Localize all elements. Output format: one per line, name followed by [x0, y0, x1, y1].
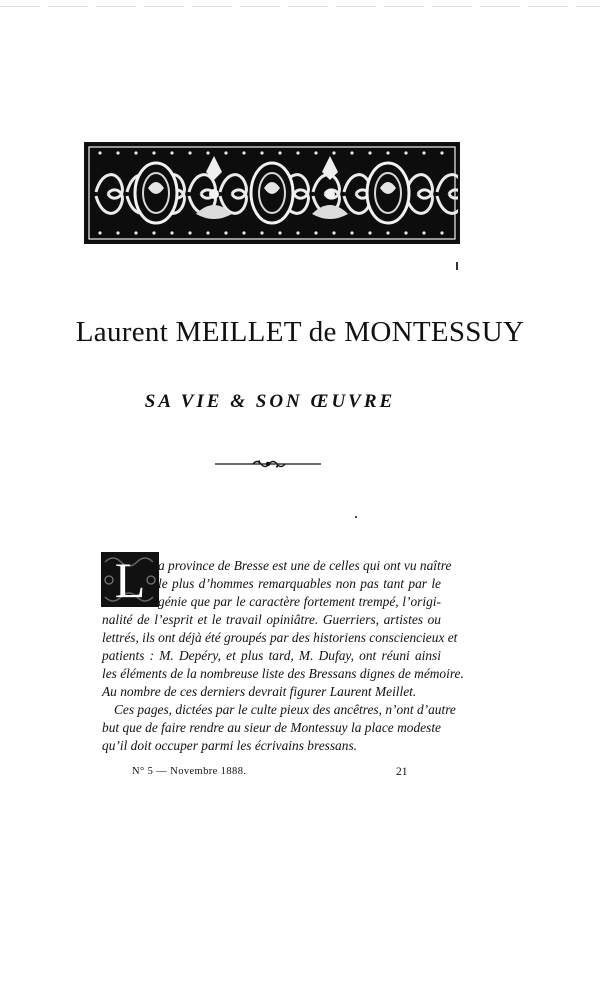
article-subtitle: SA VIE & SON ŒUVRE: [144, 391, 396, 412]
issue-label: N° 5 — Novembre 1888.: [132, 766, 247, 777]
body-line: patients : M. Depéry, et plus tard, M. Dufay, ont réuni ainsi: [102, 648, 441, 663]
drop-cap-letter: L: [114, 551, 146, 608]
ornamental-banner: [84, 142, 460, 244]
body-line: Au nombre de ces derniers devrait figurer Laurent Meillet.: [102, 684, 417, 699]
body-line: nalité de l’esprit et le travail opiniâtre. Guerriers, artistes ou: [102, 612, 441, 627]
body-line: Ces pages, dictées par le culte pieux des ancêtres, n’ont d’autre: [114, 702, 456, 717]
drop-cap: [101, 552, 159, 607]
page-top-edge: [0, 6, 600, 7]
article-title: Laurent MEILLET de MONTESSUY: [75, 316, 525, 348]
ornamental-rule-icon: [215, 458, 321, 470]
stray-mark: [456, 262, 458, 270]
body-line: a province de Bresse est une de celles qui ont vu naître: [158, 558, 452, 573]
body-line: le plus d’hommes remarquables non pas tant par le: [158, 576, 441, 591]
ornamental-frieze-icon: [86, 144, 458, 242]
body-line: qu’il doit occuper parmi les écrivains bressans.: [102, 738, 358, 753]
body-line: lettrés, ils ont déjà été groupés par des historiens consciencieux et: [102, 630, 458, 645]
body-line: génie que par le caractère fortement trempé, l’origi-: [158, 594, 441, 609]
body-line: but que de faire rendre au sieur de Montessuy la place modeste: [102, 720, 441, 735]
page-number: 21: [396, 766, 408, 778]
body-line: les éléments de la nombreuse liste des Bressans dignes de mémoire.: [102, 666, 464, 681]
stray-dot: [355, 516, 357, 518]
